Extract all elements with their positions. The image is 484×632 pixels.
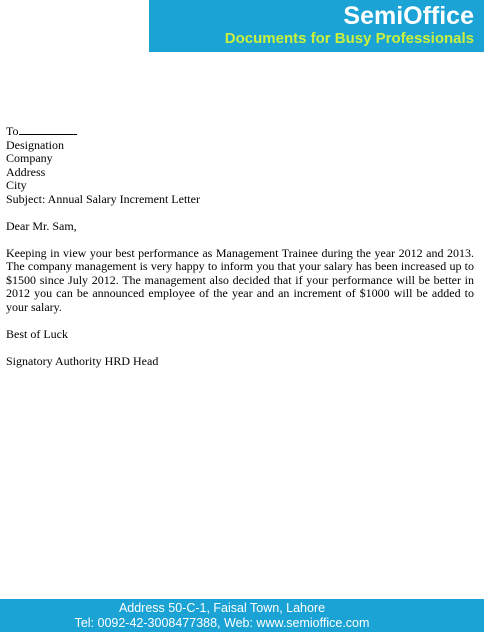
brand-banner <box>149 0 484 52</box>
recipient-designation: Designation <box>6 137 64 152</box>
recipient-city: City <box>6 178 27 192</box>
recipient-address: Address <box>6 164 46 179</box>
letter-salutation: Dear Mr. Sam, <box>6 218 77 233</box>
recipient-to-line <box>6 124 474 139</box>
to-blank-underline <box>19 124 77 135</box>
recipient-company: Company <box>6 151 53 165</box>
letter-closing: Best of Luck <box>6 326 68 341</box>
letter-signature: Signatory Authority HRD Head <box>6 353 159 368</box>
letter-subject: Subject: Annual Salary Increment Letter <box>6 191 200 206</box>
letter-body <box>6 124 474 368</box>
to-label: To <box>6 124 19 138</box>
footer-contact: Tel: 0092-42-3008477388, Web: www.semioffice.com <box>74 616 370 630</box>
brand-tagline: Documents for Busy Professionals <box>224 30 474 47</box>
footer-address: Address 50-C-1, Faisal Town, Lahore <box>118 601 326 615</box>
footer-bar <box>0 599 484 632</box>
brand-name: SemiOffice <box>343 2 474 30</box>
letter-paragraph: Keeping in view your best performance as Management Trainee during the year 2012 and 2013. The company management is very happy to inform you that your salary has been increased up to $1500 since July 2012. The management also decided that if your performance will be better in 2012 you can be announced employee of the year and an increment of $1000 will be added to your salary. <box>6 245 474 314</box>
